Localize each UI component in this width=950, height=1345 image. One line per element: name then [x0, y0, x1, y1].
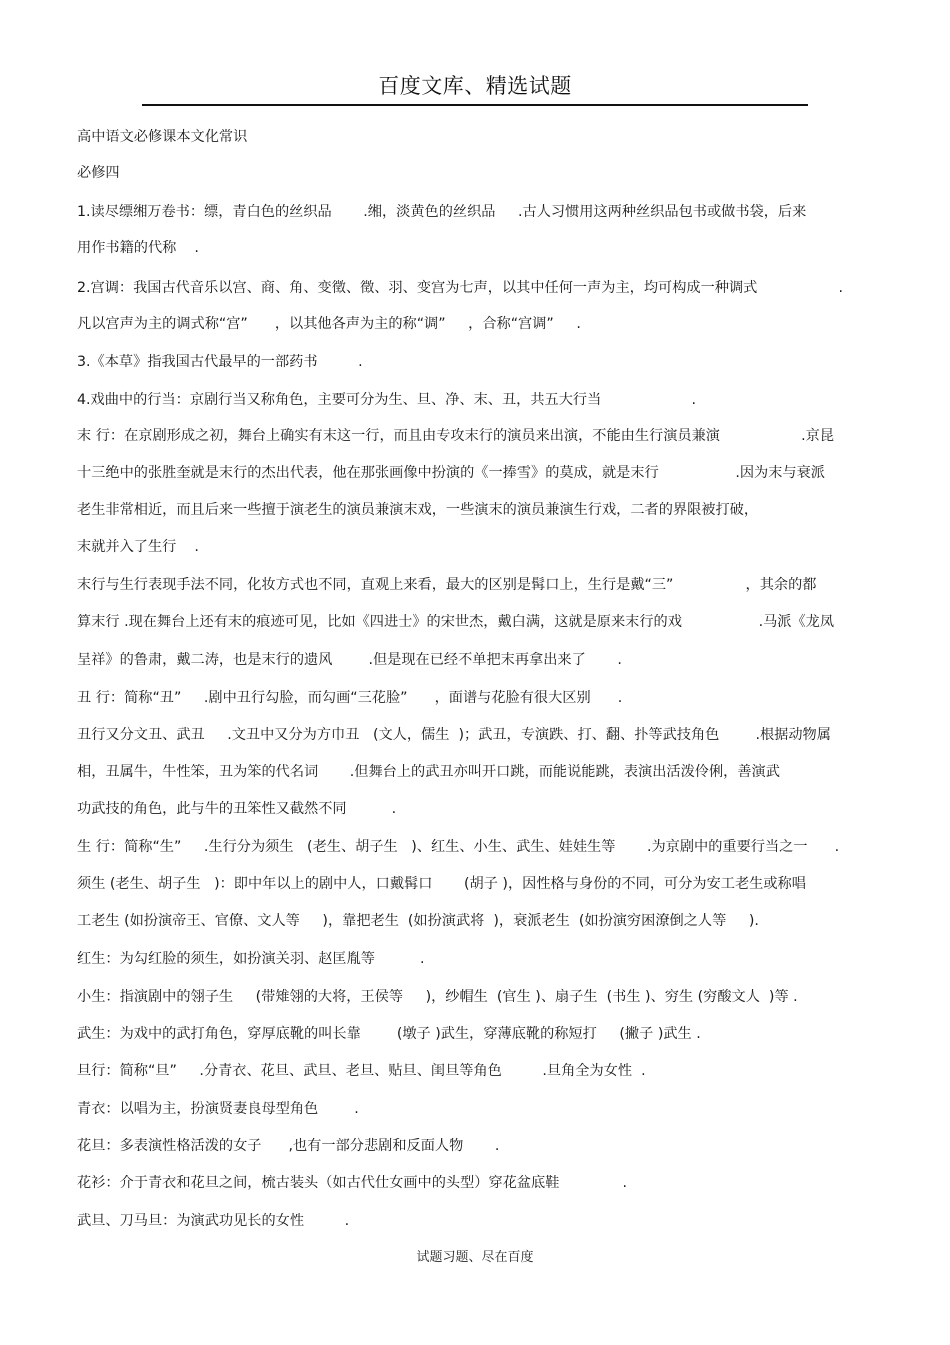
- text-line: 末行与生行表现手法不同，化妆方式也不同，直观上来看，最大的区别是髯口上，生行是戴“三” ，其余的都: [77, 577, 817, 593]
- text-line: 工老生 (如扮演帝王、官僚、文人等 )，靠把老生 (如扮演武将 )，衰派老生 (如扮演穷困潦倒之人等 ).: [77, 913, 759, 929]
- text-line: 呈祥》的鲁肃，戴二涛，也是末行的遗风 .但是现在已经不单把末再拿出来了 .: [77, 652, 622, 668]
- text-line: 小生：指演剧中的翎子生 (带雉翎的大将，王侯等 )，纱帽生 (官生 )、扇子生 (书生 )、穷生 (穷酸文人 )等 .: [77, 989, 798, 1005]
- text-line: 丑行又分文丑、武丑 .文丑中又分为方巾丑 (文人，儒生 )；武丑，专演跌、打、翻、扑等武技角色 .根据动物属: [77, 727, 831, 743]
- text-line: 须生 (老生、胡子生 )：即中年以上的剧中人，口戴髯口 (胡子 )，因性格与身份的不同，可分为安工老生或称唱: [77, 876, 806, 892]
- text-line: 花旦：多表演性格活泼的女子 ,也有一部分悲剧和反面人物 .: [77, 1138, 500, 1154]
- text-line: 凡以宫声为主的调式称“宫” ，以其他各声为主的称“调” ，合称“宫调” .: [77, 316, 581, 332]
- text-line: 青衣：以唱为主，扮演贤妻良母型角色 .: [77, 1101, 359, 1117]
- text-line: 老生非常相近，而且后来一些擅于演老生的演员兼演末戏，一些演末的演员兼演生行戏，二者的界限被打破，: [77, 502, 759, 518]
- text-line: 武旦、刀马旦：为演武功见长的女性 .: [77, 1213, 350, 1229]
- text-line: 武生：为戏中的武打角色，穿厚底靴的叫长靠 (墩子 )武生，穿薄底靴的称短打 (撇子 )武生 .: [77, 1026, 701, 1042]
- text-line: 3.《本草》指我国古代最早的一部药书 .: [77, 354, 363, 370]
- text-line: 生 行：简称“生” .生行分为须生 (老生、胡子生 )、红生、小生、武生、娃娃生等 .为京剧中的重要行当之一 .: [77, 839, 840, 855]
- page-footer: 试题习题、尽在百度: [416, 1250, 534, 1265]
- text-line: 1.读尽缥缃万卷书：缥，青白色的丝织品 .缃，淡黄色的丝织品 .古人习惯用这两种丝织品包书或做书袋，后来: [77, 204, 807, 220]
- section-heading: 必修四: [77, 165, 120, 181]
- page-header: [142, 70, 808, 106]
- text-line: 功武技的角色，此与牛的丑笨性又截然不同 .: [77, 801, 397, 817]
- text-line: 相，丑属牛，牛性笨，丑为笨的代名词 .但舞台上的武丑亦叫开口跳，而能说能跳，表演出活泼伶俐，善演武: [77, 764, 780, 780]
- text-line: 4.戏曲中的行当：京剧行当又称角色，主要可分为生、旦、净、末、丑，共五大行当 .: [77, 392, 696, 408]
- text-line: 花衫：介于青衣和花旦之间，梳古装头（如古代仕女画中的头型）穿花盆底鞋 .: [77, 1175, 628, 1191]
- text-line: 用作书籍的代称 .: [77, 240, 199, 256]
- text-line: 末 行：在京剧形成之初，舞台上确实有末这一行，而且由专攻末行的演员来出演，不能由生行演员兼演 .京昆: [77, 428, 835, 444]
- text-line: 丑 行：简称“丑” .剧中丑行勾脸，而勾画“三花脸” ，面谱与花脸有很大区别 .: [77, 690, 623, 706]
- text-line: 红生：为勾红脸的须生，如扮演关羽、赵匡胤等 .: [77, 951, 425, 967]
- page-title: 百度文库、精选试题: [378, 74, 572, 98]
- document-title: 高中语文必修课本文化常识: [77, 129, 248, 145]
- text-line: 算末行 .现在舞台上还有末的痕迹可见，比如《四进士》的宋世杰，戴白满，这就是原来末行的戏 .马派《龙凤: [77, 614, 835, 630]
- text-line: 2.宫调：我国古代音乐以宫、商、角、变徵、徵、羽、变宫为七声，以其中任何一声为主，均可构成一种调式 .: [77, 280, 844, 296]
- text-line: 十三绝中的张胜奎就是末行的杰出代表，他在那张画像中扮演的《一捧雪》的莫成，就是末行 .因为末与衰派: [77, 465, 825, 481]
- text-line: 末就并入了生行 .: [77, 539, 199, 555]
- text-line: 旦行：简称“旦” .分青衣、花旦、武旦、老旦、贴旦、闺旦等角色 .旦角全为女性 .: [77, 1063, 646, 1079]
